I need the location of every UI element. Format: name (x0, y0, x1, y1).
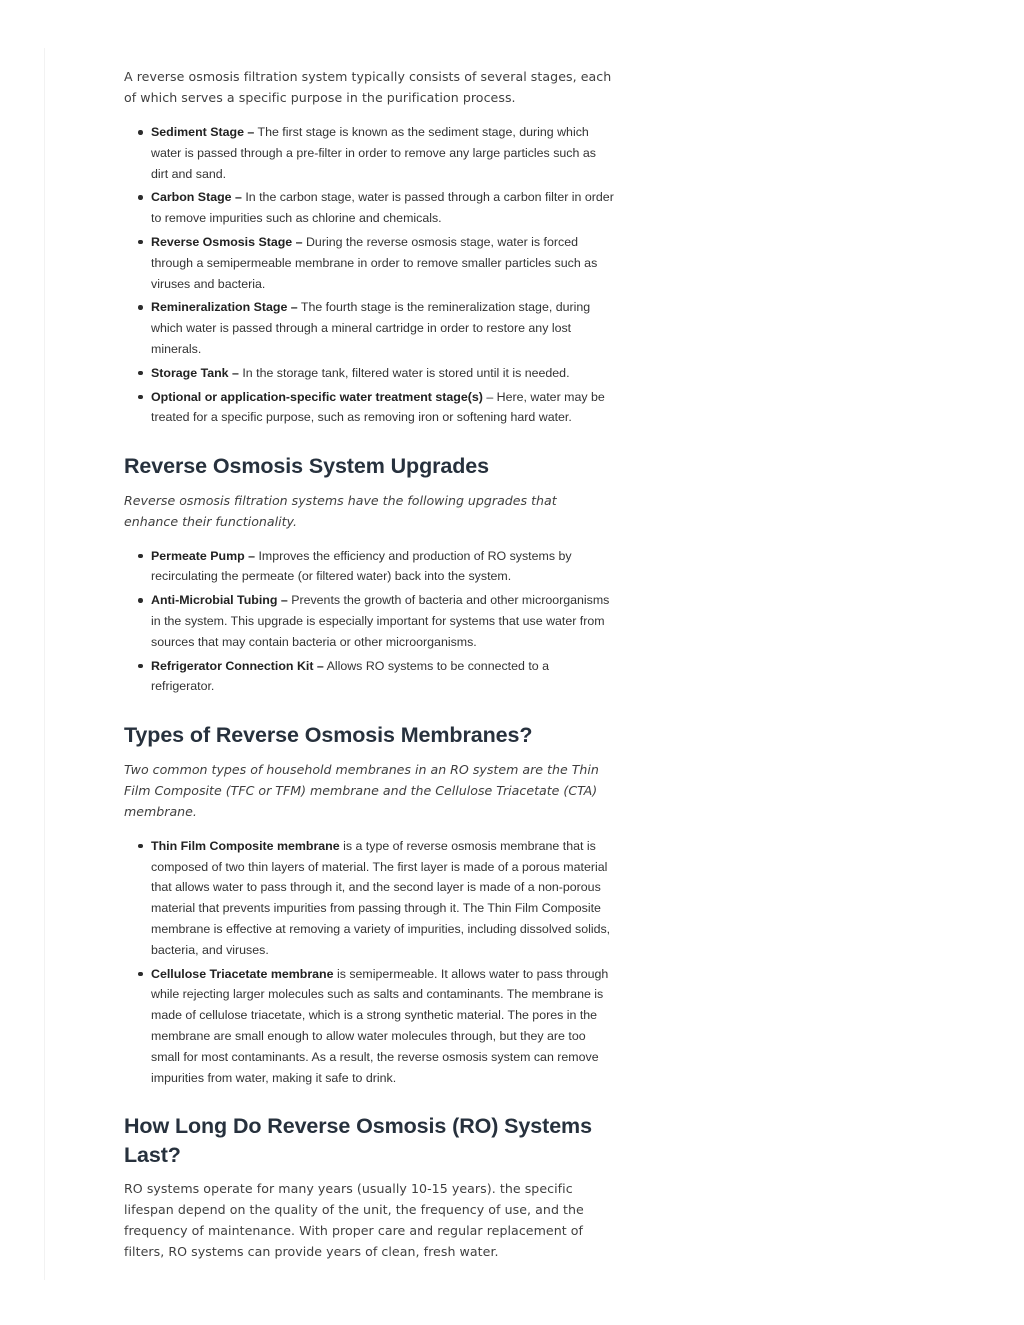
article-content (124, 66, 614, 1276)
list-item-tfc-membrane (151, 836, 614, 961)
list-item-text: is a type of reverse osmosis membrane that is composed of two thin layers of material. The first layer is made of a porous material that allows water to pass through it, and the second layer is made of a non-porous material that prevents impurities from passing through it. The Thin Film Composite membrane is effective at removing a variety of impurities, including dissolved solids, bacteria, and viruses. (151, 838, 611, 957)
list-item-text: In the storage tank, filtered water is stored until it is needed. (238, 365, 570, 380)
list-item-sediment-stage (151, 122, 614, 184)
upgrades-intro: Reverse osmosis filtration systems have the following upgrades that enhance their functionality. (124, 492, 557, 529)
list-item-term: Cellulose Triacetate membrane (151, 966, 334, 981)
page-edge-divider (44, 48, 45, 1280)
membranes-list (124, 836, 614, 1089)
list-item-term: Optional or application-specific water treatment stage(s) (151, 389, 483, 404)
list-item-text: During the reverse osmosis stage, water is forced through a semipermeable membrane in order to remove smaller particles such as viruses and bacteria. (151, 234, 598, 291)
upgrades-heading: Reverse Osmosis System Upgrades (124, 454, 489, 479)
list-item-text: Allows RO systems to be connected to a refrigerator. (151, 658, 550, 694)
list-item-term: Sediment Stage – (151, 125, 255, 139)
list-item-term: Carbon Stage – (151, 190, 242, 205)
list-item-term: Permeate Pump – (151, 548, 255, 563)
list-item-text: Improves the efficiency and production of RO systems by recirculating the permeate (or filtered water) back into the system. (151, 548, 572, 584)
list-item-permeate-pump (151, 546, 614, 588)
list-item-term: Remineralization Stage – (151, 300, 298, 315)
list-item-text: Prevents the growth of bacteria and other microorganisms in the system. This upgrade is especially important for systems that use water from sources that may contain bacteria or other microorganisms. (151, 593, 610, 649)
lifespan-paragraph: RO systems operate for many years (usually 10-15 years). the specific lifespan depend on the quality of the unit, the frequency of use, and the frequency of maintenance. With proper care and regular replacement of filters, RO systems can provide years of clean, fresh water. (124, 1181, 584, 1260)
list-item-remineralization-stage (151, 297, 614, 359)
list-item-text: is semipermeable. It allows water to pass through while rejecting larger molecules such as salts and contaminants. The membrane is made of cellulose triacetate, which is a strong synthetic material. The pores in the membrane are small enough to allow water molecules through, but they are too small for most contaminants. As a result, the reverse osmosis system can remove impurities from water, making it safe to drink. (151, 966, 609, 1085)
lifespan-heading: How Long Do Reverse Osmosis (RO) Systems Last? (124, 1114, 592, 1167)
stages-list (124, 122, 614, 428)
list-item-text: The first stage is known as the sediment stage, during which water is passed through a pre-filter in order to remove any large particles such as dirt and sand. (151, 125, 596, 181)
list-item-anti-microbial-tubing (151, 590, 614, 652)
membranes-intro: Two common types of household membranes in an RO system are the Thin Film Composite (TFC or TFM) membrane and the Cellulose Triacetate (CTA) membrane. (124, 761, 599, 819)
list-item-term: Reverse Osmosis Stage – (151, 234, 303, 249)
upgrades-list (124, 546, 614, 698)
membranes-heading: Types of Reverse Osmosis Membranes? (124, 723, 533, 748)
list-item-reverse-osmosis-stage (151, 232, 614, 294)
list-item-term: Storage Tank – (151, 365, 239, 380)
list-item-refrigerator-kit (151, 656, 614, 698)
intro-paragraph: A reverse osmosis filtration system typically consists of several stages, each of which serves a specific purpose in the purification process. (124, 69, 612, 105)
list-item-cta-membrane (151, 964, 614, 1089)
list-item-text: The fourth stage is the remineralization stage, during which water is passed through a mineral cartridge in order to restore any lost minerals. (151, 300, 591, 356)
list-item-term: Thin Film Composite membrane (151, 838, 340, 853)
list-item-term: Anti-Microbial Tubing – (151, 593, 288, 608)
list-item-text: In the carbon stage, water is passed through a carbon filter in order to remove impurities such as chlorine and chemicals. (151, 190, 614, 226)
list-item-carbon-stage (151, 187, 614, 229)
list-item-optional-stage (151, 387, 614, 429)
list-item-term: Refrigerator Connection Kit – (151, 658, 324, 673)
list-item-text: – Here, water may be treated for a specific purpose, such as removing iron or softening hard water. (151, 389, 605, 425)
list-item-storage-tank (151, 363, 614, 384)
